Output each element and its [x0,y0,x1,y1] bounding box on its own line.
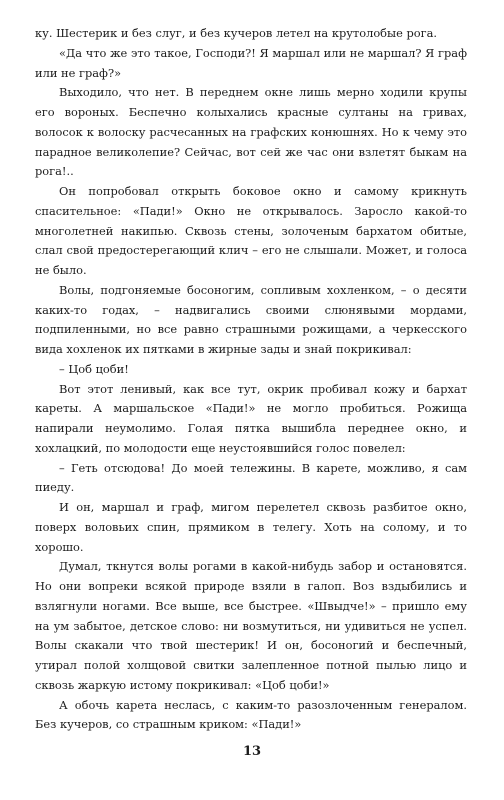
paragraph-8: – Геть отсюдова! До моей тележины. В карете, можливо, я сам пиеду. [35,460,467,495]
paragraph-2: «Да что же это такое, Господи?! Я маршал или не маршал? Я граф или не граф?» [35,45,467,80]
paragraph-11: А обочь карета неслась, с каким-то разозлоченным генералом. Без кучеров, со страшным криком: «Пади!» [35,697,467,732]
paragraph-5: Волы, подгоняемые босоногим, сопливым хохленком, – о десяти каких-то годах, – надвигались своими слюнявыми мордами, подпиленными, но все равно страшными рожищами, а черкесского вида хохленок их пятками в жирные зады и знай покрикивал: [35,282,467,356]
paragraph-9: И он, маршал и граф, мигом перелетел сквозь разбитое окно, поверх воловьих спин, прямиком в телегу. Хоть на солому, и то хорошо. [35,500,467,554]
paragraph-1: ку. Шестерик и без слуг, и без кучеров летел на крутолобые рога. [35,26,437,40]
paragraph-3: Выходило, что нет. В переднем окне лишь мерно ходили крупы его вороных. Беспечно колыхались красные султаны на гривах, волосок к волоску расчесанных на графских конюшнях. Но к чему это парадное великолепие? Сейчас, вот сей же час они взлетят быкам на рога!.. [35,85,467,179]
paragraph-6: – Цоб цоби! [59,361,129,376]
paragraph-10: Думал, ткнутся волы рогами в какой-нибудь забор и остановятся. Но они вопреки всякой природе взяли в галоп. Воз вздыбились и взлягнули ногами. Все выше, все быстрее. «Швыдче!» – пришло ему на ум забытое, детское слово: ни возмутиться, ни удивиться не успел. Волы скакали что твой шестерик! И он, босоногий и беспечный, утирал полой холщовой свитки залепленное потной пылью лицо и сквозь жаркую истому покрикивал: «Цоб цоби!» [35,559,467,692]
page-number: 13 [242,744,262,759]
paragraph-7: Вот этот ленивый, как все тут, окрик пробивал кожу и бархат кареты. А маршальское «Пади!» не могло пробиться. Рожища напирали неумолимо. Голая пятка вышибла переднее окно, и хохлацкий, по молодости еще неустоявшийся голос повелел: [35,381,467,455]
paragraph-4: Он попробовал открыть боковое окно и самому крикнуть спасительное: «Пади!» Окно не открывалось. Заросло какой-то многолетней накипью. Сквозь стены, золоченым бархатом обитые, слал свой предостерегающий клич – его не слышали. Может, и голоса не было. [35,184,467,277]
body-text [35,24,467,735]
